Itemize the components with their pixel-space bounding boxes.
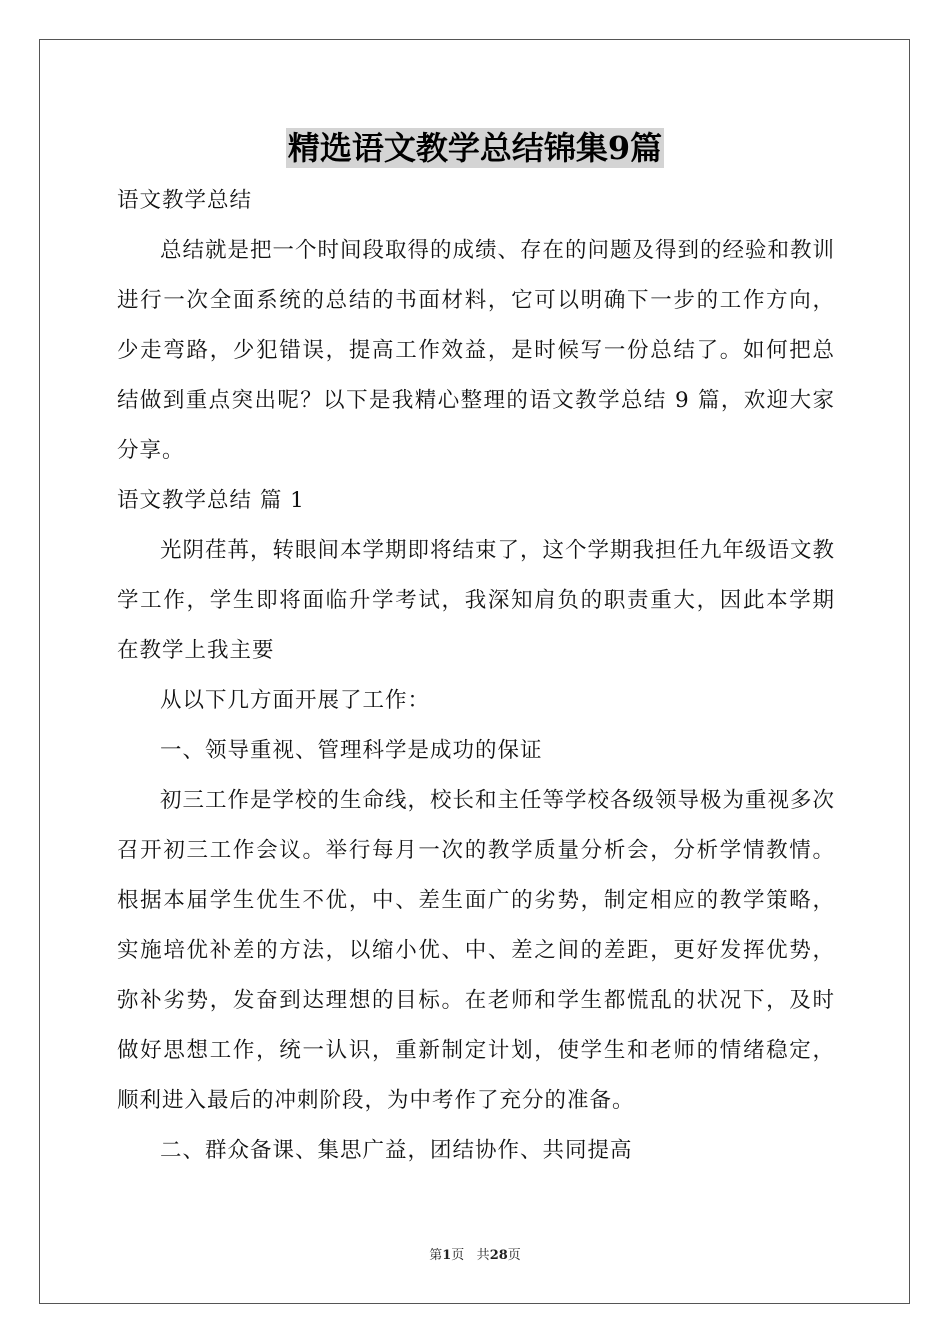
footer-page-word: 页 — [451, 1248, 465, 1263]
section-heading: 语文教学总结 — [117, 188, 253, 213]
body-paragraph: 从以下几方面开展了工作： — [160, 688, 431, 713]
footer-total-prefix: 共 — [476, 1248, 490, 1263]
total-pages-number: 28 — [489, 1248, 508, 1263]
subheading: 二、群众备课、集思广益，团结协作、共同提高 — [160, 1138, 633, 1163]
footer-prefix: 第 — [429, 1248, 443, 1263]
body-paragraph: 初三工作是学校的生命线，校长和主任等学校各级领导极为重视多次召开初三工作会议。举行每月一次的教学质量分析会，分析学情教情。根据本届学生优生不优，中、差生面广的劣势，制定相应的教学策略，实施培优补差的方法，以缩小优、中、差之间的差距，更好发挥优势，弥补劣势，发奋到达理想的目标。在老师和学生都慌乱的状况下，及时做好思想工作，统一认识，重新制定计划，使学生和老师的情绪稳定，顺利进入最后的冲刺阶段，为中考作了充分的准备。 — [117, 788, 836, 1113]
body-paragraph: 光阴荏苒，转眼间本学期即将结束了，这个学期我担任九年级语文教学工作，学生即将面临升学考试，我深知肩负的职责重大，因此本学期在教学上我主要 — [117, 538, 836, 663]
current-page-number: 1 — [442, 1248, 452, 1263]
subheading: 一、领导重视、管理科学是成功的保证 — [160, 738, 543, 763]
title-wrap — [0, 128, 950, 168]
page-footer — [0, 1247, 950, 1265]
article-heading: 语文教学总结 篇 1 — [117, 488, 305, 513]
document-body — [117, 176, 835, 1176]
footer-total-suffix: 页 — [507, 1248, 521, 1263]
document-title: 精选语文教学总结锦集9篇 — [287, 129, 663, 167]
intro-paragraph: 总结就是把一个时间段取得的成绩、存在的问题及得到的经验和教训进行一次全面系统的总结的书面材料，它可以明确下一步的工作方向，少走弯路，少犯错误，提高工作效益，是时候写一份总结了。如何把总结做到重点突出呢？以下是我精心整理的语文教学总结 9 篇，欢迎大家分享。 — [117, 238, 836, 463]
